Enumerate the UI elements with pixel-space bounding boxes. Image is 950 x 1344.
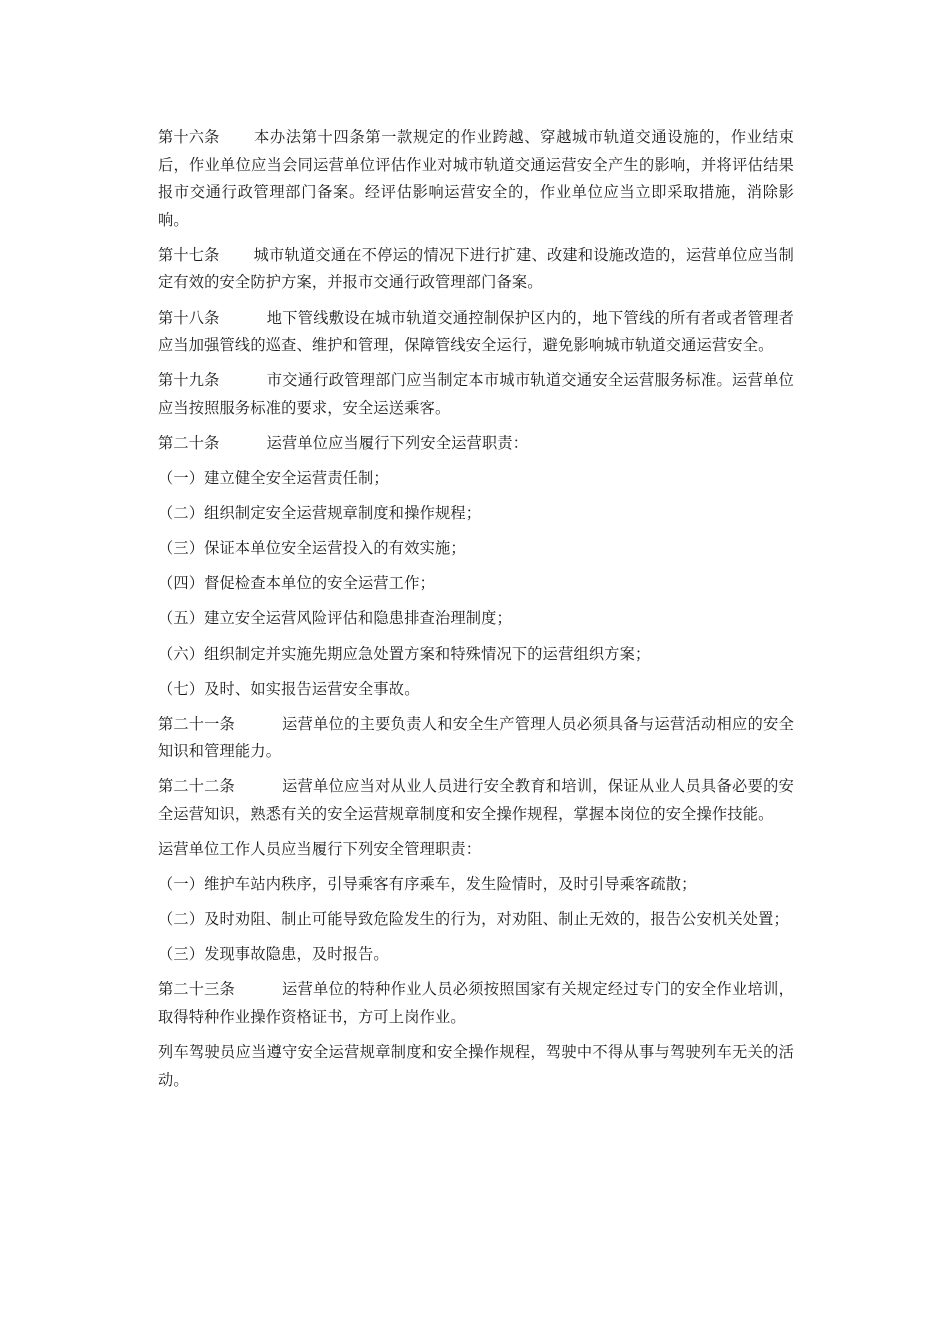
duty-item: （二）组织制定安全运营规章制度和操作规程；	[158, 504, 482, 523]
article-text: 运营单位的特种作业人员必须按照国家有关规定经过专门的安全作业培训，取得特种作业操作资格证书，方可上岗作业。	[158, 980, 794, 1027]
staff-duty-item: （二）及时劝阻、制止可能导致危险发生的行为，对劝阻、制止无效的，报告公安机关处置；	[158, 910, 789, 929]
article-number: 第二十二条	[158, 777, 235, 796]
article-text: 运营单位应当对从业人员进行安全教育和培训，保证从业人员具备必要的安全运营知识，熟悉有关的安全运营规章制度和安全操作规程，掌握本岗位的安全操作技能。	[158, 777, 794, 823]
article-text: 运营单位应当履行下列安全运营职责：	[266, 433, 529, 452]
duty-item: （七）及时、如实报告运营安全事故。	[158, 679, 420, 698]
article-17	[158, 242, 794, 297]
article-number: 第十九条	[158, 371, 220, 390]
article-number: 第二十一条	[158, 714, 235, 733]
article-23	[158, 976, 794, 1031]
article-number: 第十六条	[158, 128, 220, 146]
article-21	[158, 711, 794, 766]
article-number: 第十七条	[158, 245, 220, 264]
article-18	[158, 305, 794, 360]
article-text: 地下管线敷设在城市轨道交通控制保护区内的，地下管线的所有者或者管理者应当加强管线的巡查、维护和管理，保障管线安全运行，避免影响城市轨道交通运营安全。	[158, 308, 794, 355]
article-16	[158, 124, 794, 234]
staff-duty-item: （三）发现事故隐患，及时报告。	[158, 945, 389, 964]
article-number: 第二十条	[158, 433, 220, 452]
duty-item: （四）督促检查本单位的安全运营工作；	[158, 574, 435, 593]
article-20	[158, 430, 794, 458]
article-text: 本办法第十四条第一款规定的作业跨越、穿越城市轨道交通设施的，作业结束后，作业单位应当会同运营单位评估作业对城市轨道交通运营安全产生的影响，并将评估结果报市交通行政管理部门备案。经评估影响运营安全的，作业单位应当立即采取措施，消除影响。	[158, 128, 794, 229]
duty-item: （三）保证本单位安全运营投入的有效实施；	[158, 539, 466, 558]
duty-item: （五）建立安全运营风险评估和隐患排查治理制度；	[158, 609, 512, 628]
article-text: 市交通行政管理部门应当制定本市城市轨道交通安全运营服务标准。运营单位应当按照服务标准的要求，安全运送乘客。	[158, 371, 794, 417]
article-19	[158, 367, 794, 422]
article-number: 第十八条	[158, 308, 220, 327]
staff-duty-item: （一）维护车站内秩序，引导乘客有序乘车，发生险情时，及时引导乘客疏散；	[158, 875, 697, 894]
article-text: 城市轨道交通在不停运的情况下进行扩建、改建和设施改造的，运营单位应当制定有效的安全防护方案，并报市交通行政管理部门备案。	[158, 245, 794, 292]
staff-duties-intro: 运营单位工作人员应当履行下列安全管理职责：	[158, 840, 482, 859]
article-22	[158, 773, 794, 828]
driver-paragraph: 列车驾驶员应当遵守安全运营规章制度和安全操作规程，驾驶中不得从事与驾驶列车无关的活动。	[158, 1043, 794, 1089]
article-text: 运营单位的主要负责人和安全生产管理人员必须具备与运营活动相应的安全知识和管理能力。	[158, 714, 794, 761]
duty-item: （六）组织制定并实施先期应急处置方案和特殊情况下的运营组织方案；	[158, 644, 651, 663]
duty-item: （一）建立健全安全运营责任制；	[158, 469, 389, 488]
document-body	[158, 124, 794, 1102]
article-number: 第二十三条	[158, 980, 235, 999]
